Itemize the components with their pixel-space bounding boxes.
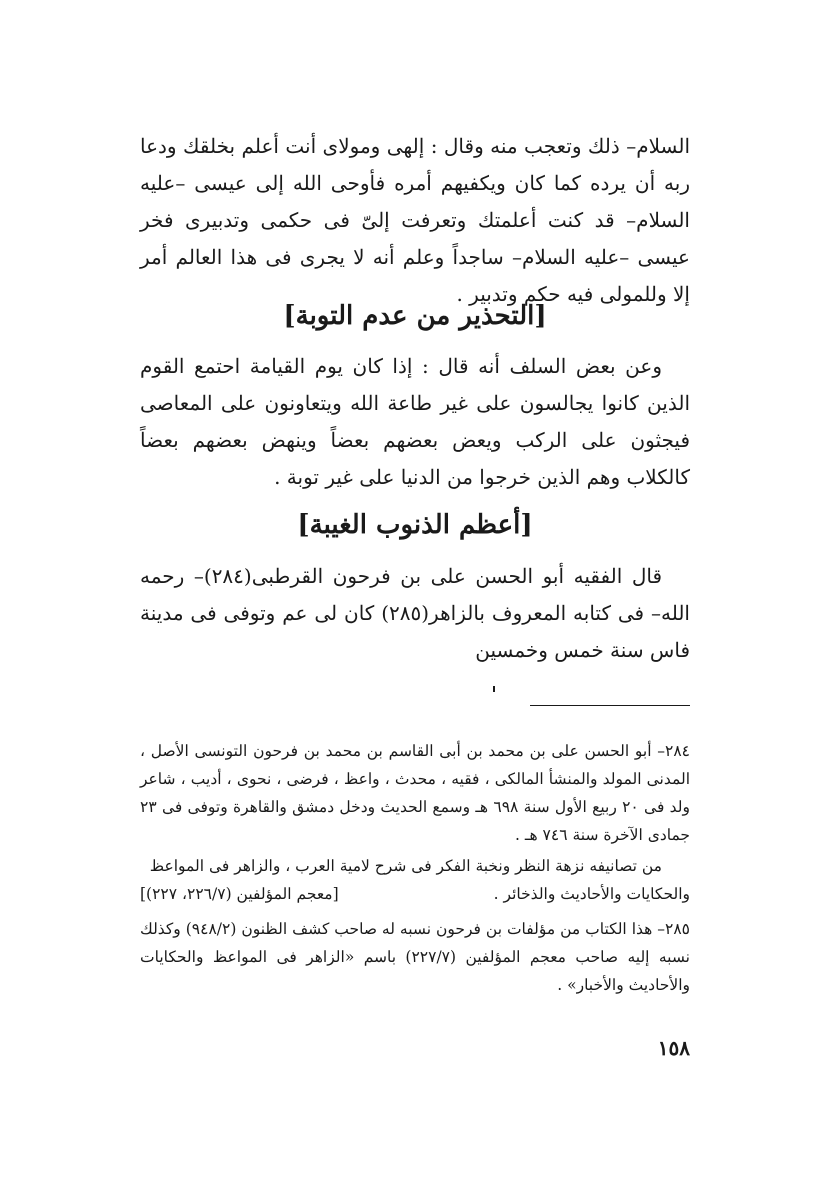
body-paragraph-2: وعن بعض السلف أنه قال : إذا كان يوم القيامة احتمع القوم الذين كانوا يجالسون على غير طاعة الله ويتعاونون على المعاصى فيجثون على الركب ويعض بعضهم بعضاً وينهض بعضهم بعضاً كالكلاب وهم الذين خرجوا من الدنيا على غير توبة . <box>140 354 690 489</box>
footnote-284: ٢٨٤– أبو الحسن على بن محمد بن أبى القاسم بن محمد بن فرحون التونسى الأصل ، المدنى المولد والمنشأ المالكى ، فقيه ، محدث ، واعظ ، فرضى ، نحوى ، أديب ، شاعر ولد فى ٢٠ ربيع الأول سنة ٦٩٨ هـ وسمع الحديث ودخل دمشق والقاهرة وتوفى فى ٢٣ جمادى الآخرة سنة ٧٤٦ هـ . <box>140 742 690 844</box>
footnote-284-source-line <box>140 880 690 908</box>
footnote-284-works-line: من تصانيفه نزهة النظر ونخبة الفكر فى شرح لامية العرب ، والزاهر فى المواعظ <box>149 857 662 875</box>
page-number: ١٥٨ <box>657 1036 690 1060</box>
footnote-separator <box>530 705 690 706</box>
footnote-285: ٢٨٥– هذا الكتاب من مؤلفات بن فرحون نسبه له صاحب كشف الظنون (٩٤٨/٢) وكذلك نسبه إليه صاحب معجم المؤلفين (٢٢٧/٧) باسم «الزاهر فى المواعظ والحكايات والأحاديث والأخبار» . <box>140 920 690 994</box>
footnote-284-works-end: والحكايات والأحاديث والذخائر . <box>493 885 690 903</box>
section-heading-repentance: [التحذير من عدم التوبة] <box>283 301 547 331</box>
section-heading-backbiting: [أعظم الذنوب الغيبة] <box>297 510 533 540</box>
stray-mark <box>493 686 495 692</box>
footnote-284-works <box>140 852 690 908</box>
body-paragraph-1: السلام– ذلك وتعجب منه وقال : إلهى ومولاى أنت أعلم بخلقك ودعا ربه أن يرده كما كان ويكفيهم أمره فأوحى الله إلى عيسى –عليه السلام– قد كنت أعلمتك وتعرفت إلىّ فى حكمى وتدبيرى فخر عيسى –عليه السلام– ساجداً وعلم أنه لا يجرى فى هذا العالم أمر إلا وللمولى فيه حكم وتدبير . <box>140 134 690 306</box>
body-paragraph-3: قال الفقيه أبو الحسن على بن فرحون القرطبى(٢٨٤)– رحمه الله– فى كتابه المعروف بالزاهر(٢٨٥) كان لى عم وتوفى فى مدينة فاس سنة خمس وخمسين <box>140 564 690 662</box>
footnote-284-source: [معجم المؤلفين (٢٢٦/٧، ٢٢٧)] <box>140 885 339 903</box>
